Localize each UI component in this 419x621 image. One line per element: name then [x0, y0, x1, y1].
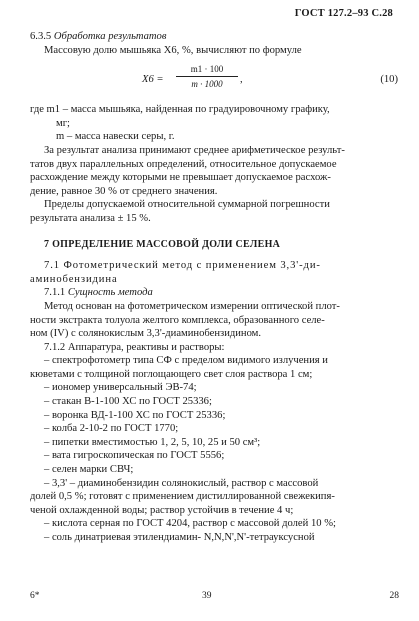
- result-paragraph: [30, 144, 402, 198]
- list-item: – пипетки вместимостью 1, 2, 5, 10, 25 и 50 см³;: [44, 436, 261, 448]
- paragraph-line: ном (IV) с солянокислым 3,3'-диаминобензидином.: [30, 328, 262, 340]
- list-item: – селен марки СВЧ;: [44, 464, 134, 476]
- subsection-6-3-5-heading: [30, 30, 402, 44]
- formula-number: (10): [380, 74, 398, 86]
- paragraph-line: дение, равное 30 % от среднего значения.: [30, 185, 218, 197]
- page-content: [30, 30, 402, 545]
- list-item: – кислота серная по ГОСТ 4204, раствор с массовой долей 10 %;: [44, 518, 336, 530]
- formula-numerator: m1 · 100: [176, 63, 238, 77]
- list-item: – вата гигроскопическая по ГОСТ 5556;: [44, 450, 225, 462]
- footer-sheet-number: 39: [202, 591, 212, 601]
- formula-lhs: X6 =: [142, 74, 164, 86]
- paragraph-line: ности экстракта толуола желтого комплекса, образованного селе-: [30, 314, 325, 326]
- formula-denominator: m · 1000: [191, 79, 223, 90]
- list-item: – колба 2-10-2 по ГОСТ 1770;: [44, 423, 179, 435]
- list-item: – воронка ВД-1-100 ХС по ГОСТ 25336;: [44, 409, 226, 421]
- formula-fraction: [176, 63, 238, 90]
- where-line-1: где m1 – масса мышьяка, найденная по градуировочному графику,: [30, 104, 330, 116]
- list-item-continuation: ченой охлажденной воды; раствор устойчив в течение 4 ч;: [30, 504, 294, 516]
- paragraph-line: результата анализа ± 15 %.: [30, 212, 151, 224]
- equipment-list: [30, 354, 402, 544]
- list-item: – стакан В-1-100 ХС по ГОСТ 25336;: [44, 396, 212, 408]
- essence-paragraph: [30, 300, 402, 341]
- section-7-heading: 7 ОПРЕДЕЛЕНИЕ МАССОВОЙ ДОЛИ СЕЛЕНА: [44, 238, 281, 250]
- list-item-continuation: долей 0,5 %; готовят с применением дистиллированной свежекипя-: [30, 491, 335, 503]
- paragraph-line: Метод основан на фотометрическом измерении оптической плот-: [44, 300, 340, 312]
- where-line-2: мг;: [56, 117, 70, 129]
- formula-comma: ,: [240, 74, 243, 86]
- method-7-1-line-2: аминобензидина: [30, 273, 118, 285]
- formula-intro: Массовую долю мышьяка X6, %, вычисляют по формуле: [44, 44, 302, 56]
- subsection-title: Обработка результатов: [53, 31, 167, 42]
- subsection-number: 7.1.1: [44, 287, 66, 299]
- page-header: ГОСТ 127.2–93 С.28: [294, 8, 393, 19]
- subsection-7-1-2-heading: 7.1.2 Аппаратура, реактивы и растворы:: [44, 341, 225, 353]
- where-line-3: m – масса навески серы, г.: [56, 131, 175, 143]
- list-item: – иономер универсальный ЭВ-74;: [44, 382, 197, 394]
- paragraph-line: татов двух параллельных определений, относительное допускаемое: [30, 158, 337, 170]
- footer-page-number: 28: [389, 591, 399, 601]
- formula-10: [30, 61, 402, 101]
- paragraph-line: За результат анализа принимают среднее арифметическое результ-: [44, 144, 345, 156]
- method-7-1-line-1: 7.1 Фотометрический метод с применением 3,3'-ди-: [44, 260, 321, 272]
- paragraph-line: расхождение между которыми не превышает допускаемое расхож-: [30, 172, 331, 184]
- footer-signature-mark: 6*: [30, 591, 40, 601]
- paragraph-line: Пределы допускаемой относительной суммарной погрешности: [44, 199, 330, 211]
- subsection-title: Сущность метода: [67, 287, 153, 299]
- subsection-number: 6.3.5: [30, 31, 52, 42]
- list-item: – спектрофотометр типа СФ с пределом видимого излучения и: [44, 355, 328, 367]
- subsection-7-1-1-heading: [30, 286, 402, 300]
- list-item: – соль динатриевая этилендиамин- N,N,N',N'-тетрауксусной: [44, 532, 315, 543]
- list-item: – 3,3' – диаминобензидин солянокислый, раствор с массовой: [44, 477, 319, 489]
- list-item-continuation: кюветами с толщиной поглощающего свет слоя раствора 1 см;: [30, 368, 313, 380]
- limits-paragraph: [30, 198, 402, 225]
